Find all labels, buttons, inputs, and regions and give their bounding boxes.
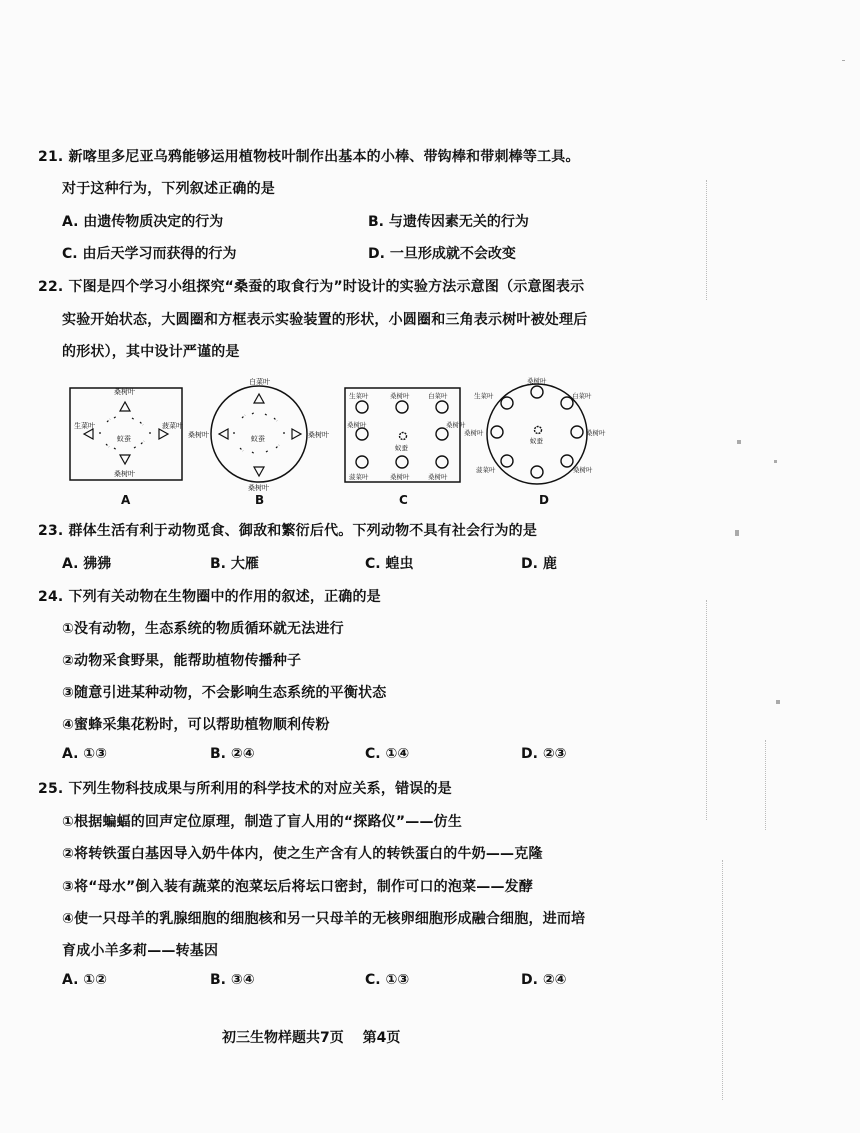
diagram-c-label-5: 桑树叶: [446, 421, 466, 429]
diagram-caption-d: D: [539, 493, 549, 507]
diagram-c-label-3: 白菜叶: [428, 392, 448, 400]
page-footer: [222, 1027, 414, 1047]
q22-stem-line3: 的形状），其中设计严谨的是: [62, 344, 240, 360]
q25-option-d: D. ②④: [521, 972, 567, 988]
diagram-d-leaf-8: [501, 397, 513, 409]
diagram-a-label-bottom: 桑树叶: [114, 470, 135, 478]
diagram-b-label-right: 桑树叶: [308, 431, 329, 439]
diagram-d-silkworm: [535, 427, 542, 434]
diagram-b-triangle-left: [219, 429, 228, 439]
q21-option-c: C. 由后天学习而获得的行为: [62, 246, 237, 262]
diagram-d-label-3: 桑树叶: [586, 429, 606, 437]
diagram-d-leaf-6: [501, 455, 513, 467]
diagram-d-label-8: 生菜叶: [474, 392, 494, 400]
diagram-caption-c: C: [399, 493, 408, 507]
footer-title: 初三生物样题共7页: [222, 1030, 344, 1046]
diagram-b-triangle-right: [292, 429, 301, 439]
q24-option-d: D. ②③: [521, 746, 567, 762]
diagram-c-silkworm: [400, 433, 407, 440]
diagram-b-silkworm-label: 蚁蚕: [251, 435, 265, 443]
diagram-d-leaf-1: [531, 386, 543, 398]
diagram-d-silkworm-label: 蚁蚕: [530, 437, 543, 445]
q21-stem-line1: 21. 新喀里多尼亚乌鸦能够运用植物枝叶制作出基本的小棒、带钩棒和带刺棒等工具。: [38, 149, 580, 165]
diagram-d-label-4: 桑树叶: [573, 466, 593, 474]
q25-statement-4-line1: ④使一只母羊的乳腺细胞的细胞核和另一只母羊的无核卵细胞形成融合细胞，进而培: [62, 911, 586, 927]
diagram-a-silkworms: [100, 416, 150, 450]
q22-stem-line1: 22. 下图是四个学习小组探究“桑蚕的取食行为”时设计的实验方法示意图（示意图表示: [38, 279, 585, 295]
q25-option-b: B. ③④: [210, 972, 255, 988]
footer-page-number: 第4页: [362, 1030, 401, 1046]
diagram-a-label-top: 桑树叶: [114, 388, 135, 396]
q21-option-a: A. 由遗传物质决定的行为: [62, 214, 224, 230]
diagram-caption-b: B: [255, 493, 265, 507]
diagram-c-leaf-1: [356, 401, 368, 413]
diagram-c-leaf-8: [436, 456, 448, 468]
q23-option-a: A. 狒狒: [62, 556, 112, 572]
q21-stem-line2: 对于这种行为，下列叙述正确的是: [62, 181, 275, 197]
diagram-d-leaf-7: [491, 426, 503, 438]
diagram-d-leaf-4: [561, 455, 573, 467]
diagram-c-label-4: 桑树叶: [347, 421, 367, 429]
scan-artifact-speck: [842, 60, 845, 61]
q25-statement-1: ①根据蝙蝠的回声定位原理，制造了盲人用的“探路仪”——仿生: [62, 814, 463, 830]
diagram-b-label-bottom: 桑树叶: [248, 484, 269, 492]
q24-statement-2: ②动物采食野果，能帮助植物传播种子: [62, 653, 302, 669]
scan-artifact-speck: [735, 530, 739, 536]
diagram-a-box: [70, 388, 182, 480]
q24-stem: 24. 下列有关动物在生物圈中的作用的叙述，正确的是: [38, 589, 381, 605]
scan-artifact-line: [706, 180, 707, 300]
diagram-a-triangle-left: [84, 429, 93, 439]
diagram-c-leaf-6: [356, 456, 368, 468]
diagram-d-leaf-3: [571, 426, 583, 438]
diagram-caption-a: A: [121, 493, 131, 507]
scan-artifact-line: [722, 860, 723, 1100]
diagram-c-leaf-7: [396, 456, 408, 468]
q24-statement-4: ④蜜蜂采集花粉时，可以帮助植物顺利传粉: [62, 717, 330, 733]
diagram-b-triangle-bottom: [254, 467, 264, 476]
diagram-d-label-6: 菠菜叶: [476, 466, 496, 474]
diagram-c-label-7: 桑树叶: [390, 473, 410, 481]
q25-statement-4-line2: 育成小羊多莉——转基因: [62, 943, 219, 959]
diagram-a-triangle-right: [159, 429, 168, 439]
q24-option-c: C. ①④: [365, 746, 410, 762]
diagram-a-label-right: 菠菜叶: [162, 422, 183, 430]
diagram-b-label-top: 白菜叶: [249, 378, 270, 386]
diagram-b-label-left: 桑树叶: [188, 431, 209, 439]
diagram-a-triangle-bottom: [120, 455, 130, 464]
q23-option-c: C. 蝗虫: [365, 556, 414, 572]
q23-option-b: B. 大雁: [210, 556, 259, 572]
diagram-d-label-2: 白菜叶: [572, 392, 592, 400]
diagram-a-label-left: 生菜叶: [74, 422, 95, 430]
q21-option-b: B. 与遗传因素无关的行为: [368, 214, 529, 230]
diagram-c-label-1: 生菜叶: [349, 392, 369, 400]
diagram-a-triangle-top: [120, 402, 130, 411]
diagram-b-silkworms: [234, 412, 284, 454]
experiment-diagram: [62, 372, 622, 516]
q24-statement-1: ①没有动物，生态系统的物质循环就无法进行: [62, 621, 344, 637]
scan-artifact-line: [706, 600, 707, 820]
scan-artifact-speck: [774, 460, 777, 463]
diagram-c-leaf-3: [436, 401, 448, 413]
q25-statement-2: ②将转铁蛋白基因导入奶牛体内，使之生产含有人的转铁蛋白的牛奶——克隆: [62, 846, 543, 862]
experiment-diagram-svg: [62, 372, 622, 512]
diagram-c-silkworm-label: 蚁蚕: [395, 444, 408, 452]
diagram-c-label-2: 桑树叶: [390, 392, 410, 400]
q23-stem: 23. 群体生活有利于动物觅食、御敌和繁衍后代。下列动物不具有社会行为的是: [38, 523, 538, 539]
q25-stem: 25. 下列生物科技成果与所利用的科学技术的对应关系，错误的是: [38, 781, 452, 797]
diagram-c-label-8: 桑树叶: [428, 473, 448, 481]
scan-artifact-speck: [776, 700, 780, 704]
scan-artifact-speck: [737, 440, 741, 444]
q24-option-a: A. ①③: [62, 746, 107, 762]
diagram-c-leaf-5: [436, 428, 448, 440]
diagram-c-leaf-2: [396, 401, 408, 413]
diagram-a-silkworm-label: 蚁蚕: [117, 435, 131, 443]
diagram-d-label-7: 桑树叶: [464, 429, 484, 437]
diagram-c-label-6: 菠菜叶: [349, 473, 369, 481]
q21-option-d: D. 一旦形成就不会改变: [368, 246, 516, 262]
diagram-d-leaf-5: [531, 466, 543, 478]
diagram-c-leaf-4: [356, 428, 368, 440]
diagram-d-label-1: 桑树叶: [527, 377, 547, 385]
q25-option-a: A. ①②: [62, 972, 107, 988]
scan-artifact-line: [765, 740, 766, 830]
q22-stem-line2: 实验开始状态，大圆圈和方框表示实验装置的形状，小圆圈和三角表示树叶被处理后: [62, 312, 588, 328]
q25-statement-3: ③将“母水”倒入装有蔬菜的泡菜坛后将坛口密封，制作可口的泡菜——发酵: [62, 879, 534, 895]
q23-option-d: D. 鹿: [521, 556, 557, 572]
diagram-b-triangle-top: [254, 394, 264, 403]
q24-option-b: B. ②④: [210, 746, 255, 762]
q24-statement-3: ③随意引进某种动物，不会影响生态系统的平衡状态: [62, 685, 387, 701]
q25-option-c: C. ①③: [365, 972, 410, 988]
